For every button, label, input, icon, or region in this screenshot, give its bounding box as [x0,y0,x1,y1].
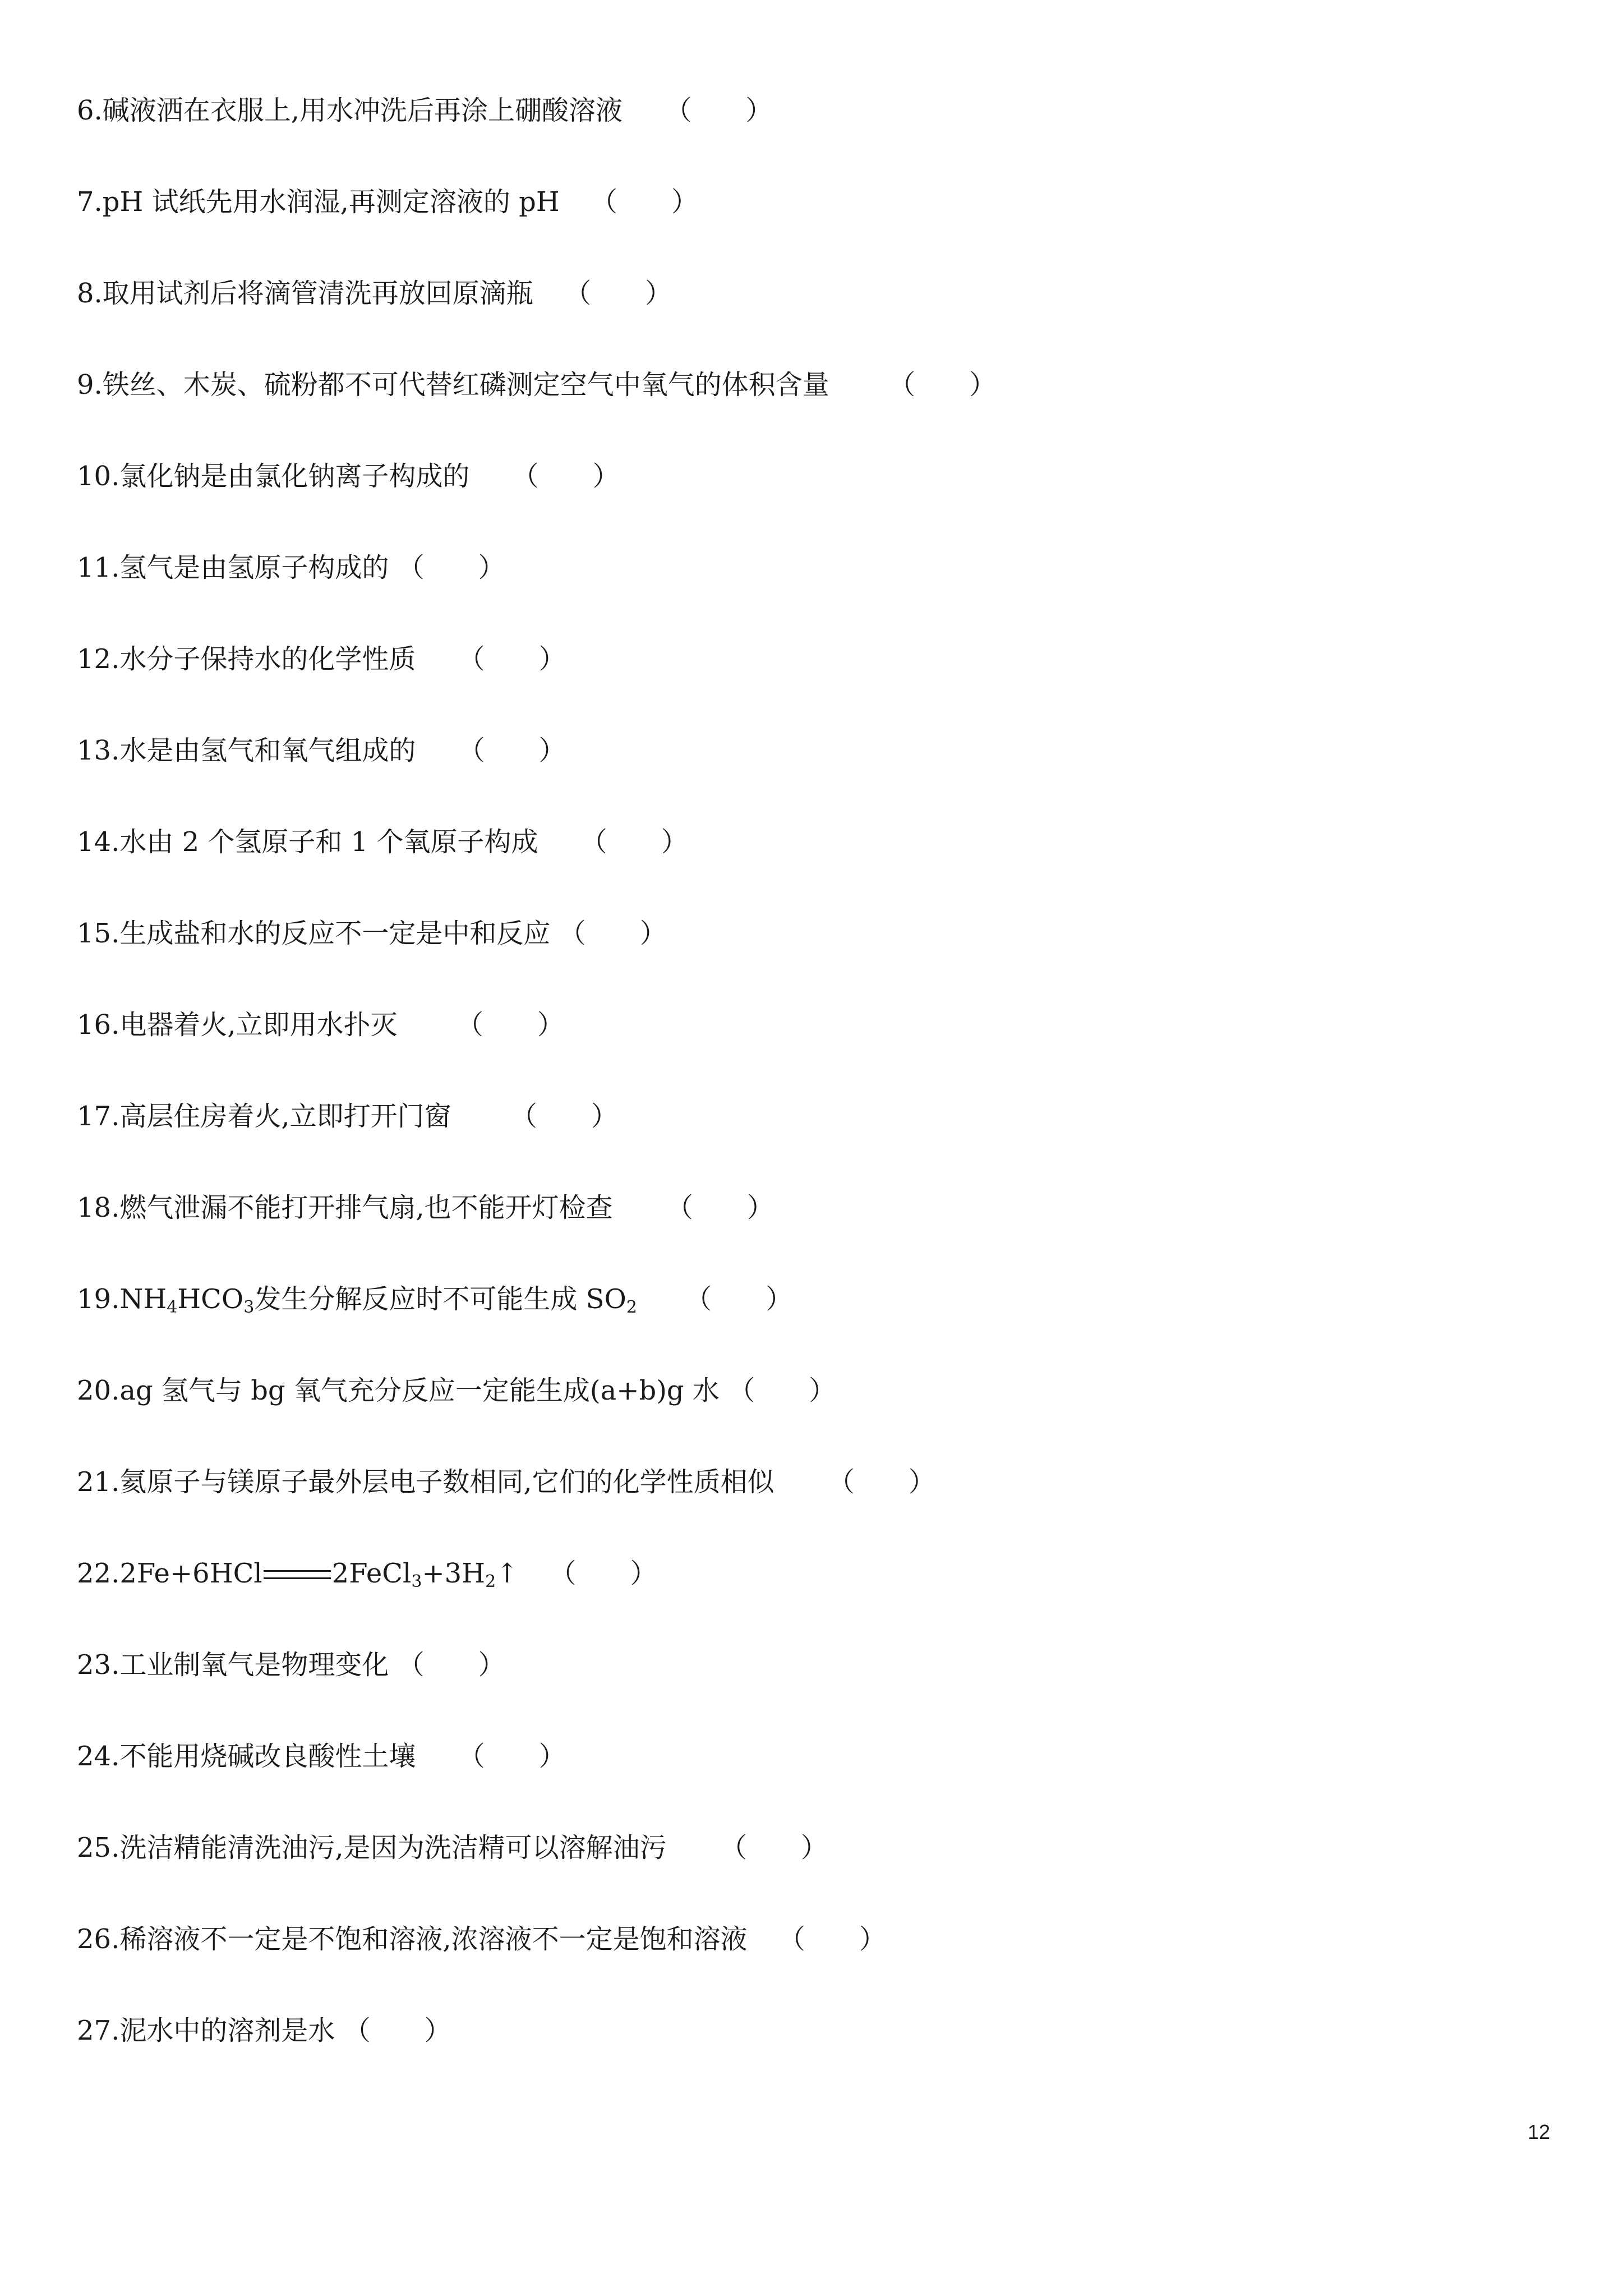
answer-blank: （ ） [665,95,773,126]
question-8 [77,271,672,316]
question-26 [77,1917,886,1962]
answer-blank: （ ） [888,369,997,401]
question-text: 26.稀溶液不一定是不饱和溶液,浓溶液不一定是饱和溶液 [77,1924,748,1955]
answer-blank: （ ） [343,2015,451,2046]
question-text: 17.高层住房着火,立即打开门窗 [77,1101,451,1132]
question-text: 7.pH 试纸先用水润湿,再测定溶液的 pH [77,186,560,218]
question-9 [77,362,996,407]
answer-blank: （ ） [685,1283,793,1315]
question-text: 20.ag 氢气与 bg 氧气充分反应一定能生成(a+b)g 水 [77,1375,720,1406]
answer-blank: （ ） [591,186,699,218]
answer-blank: （ ） [510,1101,618,1132]
question-19 [77,1277,792,1322]
answer-blank: （ ） [456,1009,564,1041]
question-text: 12.水分子保持水的化学性质 [77,643,416,675]
answer-blank: （ ） [580,826,688,858]
question-text: 6.碱液洒在衣服上,用水冲洗后再涂上硼酸溶液 [77,95,623,126]
question-text: $19.NH_4HCO_3$发生分解反应时不可能生成 $SO_2$ [77,1283,637,1317]
question-12 [77,637,566,682]
question-text: 10.氯化钠是由氯化钠离子构成的 [77,461,470,492]
question-24 [77,1734,566,1779]
answer-blank: （ ） [458,735,566,766]
answer-blank: （ ） [458,1741,566,1772]
question-text: 15.生成盐和水的反应不一定是中和反应 [77,918,551,949]
question-text: 11.氢气是由氢原子构成的 [77,552,389,583]
answer-blank: （ ） [666,1192,774,1223]
question-13 [77,728,566,773]
question-text: 14.水由 2 个氢原子和 1 个氧原子构成 [77,826,538,858]
question-14 [77,820,688,864]
equals-sign [264,1570,331,1579]
question-23 [77,1642,505,1687]
answer-blank: （ ） [397,552,505,583]
question-text: 24.不能用烧碱改良酸性土壤 [77,1741,416,1772]
answer-blank: （ ） [549,1558,657,1589]
question-text: 23.工业制氧气是物理变化 [77,1649,389,1681]
gas-arrow-icon: ↑ [496,1558,519,1589]
question-15 [77,911,667,956]
question-22 [77,1551,657,1596]
question-text: 25.洗洁精能清洗油污,是因为洗洁精可以溶解油污 [77,1832,667,1864]
answer-blank: （ ） [559,918,667,949]
answer-blank: （ ） [827,1466,935,1498]
answer-blank: （ ） [397,1649,505,1681]
question-6 [77,88,772,133]
question-11 [77,545,505,590]
question-text: 27.泥水中的溶剂是水 [77,2015,335,2046]
question-text: 18.燃气泄漏不能打开排气扇,也不能开灯检查 [77,1192,613,1223]
answer-blank: （ ） [728,1375,836,1406]
question-text: 9.铁丝、木炭、硫粉都不可代替红磷测定空气中氧气的体积含量 [77,369,829,401]
question-27 [77,2008,451,2053]
question-text: 13.水是由氢气和氧气组成的 [77,735,416,766]
question-7 [77,180,698,224]
question-text: 8.取用试剂后将滴管清洗再放回原滴瓶 [77,278,533,309]
question-25 [77,1825,828,1870]
question-21 [77,1460,935,1504]
question-16 [77,1002,564,1047]
answer-blank: （ ） [778,1924,886,1955]
answer-blank: （ ） [511,461,620,492]
page-number: 12 [1527,2120,1550,2143]
question-20 [77,1368,836,1413]
question-10 [77,454,620,499]
question-text: 16.电器着火,立即用水扑灭 [77,1009,398,1041]
question-17 [77,1094,618,1139]
question-text: 21.氦原子与镁原子最外层电子数相同,它们的化学性质相似 [77,1466,774,1498]
answer-blank: （ ） [720,1832,828,1864]
answer-blank: （ ） [564,278,672,309]
answer-blank: （ ） [458,643,566,675]
question-18 [77,1185,774,1230]
chemical-equation: 22.2Fe+6HCl $2FeCl_3+3H_2↑$ [77,1558,519,1591]
